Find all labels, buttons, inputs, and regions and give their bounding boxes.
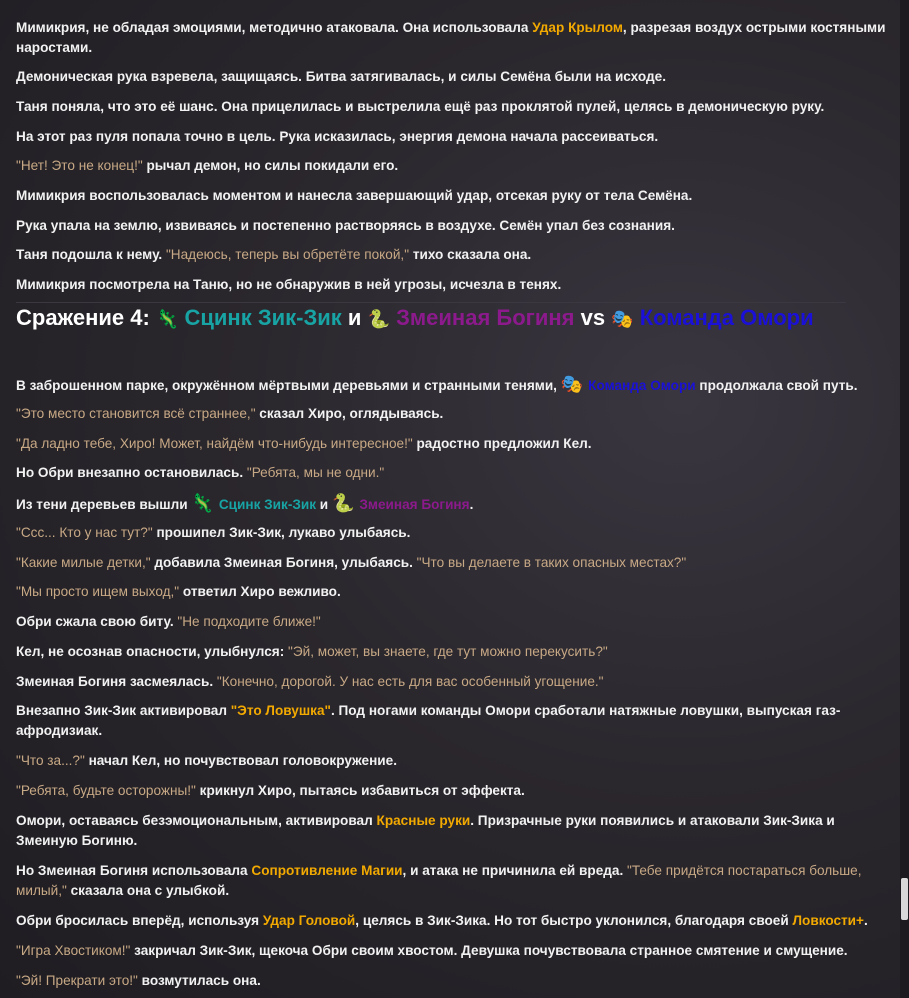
- narration-text: тихо сказала она.: [409, 247, 532, 262]
- dialogue-quote: "Надеюсь, теперь вы обретёте покой,": [165, 247, 410, 262]
- heading-and: и: [341, 305, 368, 330]
- story-paragraph: [16, 434, 891, 454]
- story-paragraph: [16, 186, 891, 206]
- narration-text: рычал демон, но силы покидали его.: [142, 158, 399, 173]
- story-paragraph: [16, 216, 891, 236]
- dialogue-quote: "Ребята, будьте осторожны!": [16, 783, 196, 798]
- skill-name: Красные руки: [376, 813, 471, 828]
- story-paragraph: [16, 18, 891, 58]
- dialogue-quote: "Игра Хвостиком!": [16, 943, 131, 958]
- dialogue-quote: "Да ладно тебе, Хиро! Может, найдём что-нибудь интересное!": [16, 436, 413, 451]
- dialogue-quote: "Не подходите ближе!": [177, 614, 321, 629]
- story-paragraph: [16, 127, 891, 147]
- story-paragraph: [16, 582, 891, 602]
- character-name: Сцинк Зик-Зик: [218, 497, 317, 512]
- dialogue-quote: "Ссс... Кто у нас тут?": [16, 525, 153, 540]
- narration-text: прошипел Зик-Зик, лукаво улыбаясь.: [152, 525, 411, 540]
- narration-text: Мимикрия воспользовалась моментом и нанесла завершающий удар, отсекая руку от тела Семёна.: [16, 188, 693, 203]
- story-paragraph: [16, 156, 891, 176]
- skill-name: Удар Головой: [262, 913, 356, 928]
- dialogue-quote: "Какие милые детки,": [16, 555, 151, 570]
- story-paragraph: [16, 751, 891, 771]
- narration-text: . Под ногами команды Омори сработали натяжные ловушки, выпуская газ-афродизиак.: [16, 703, 841, 738]
- fighter-1-name: Сцинк Зик-Зик: [184, 305, 342, 330]
- dialogue-quote: "Мы просто ищем выход,": [16, 584, 180, 599]
- team-name: Команда Омори: [639, 305, 814, 330]
- story-paragraph: [16, 463, 891, 483]
- story-paragraph: [16, 97, 891, 117]
- narration-text: Омори, оставаясь безэмоциональным, активировал: [16, 813, 377, 828]
- scrollbar[interactable]: [900, 0, 909, 998]
- character-name: Команда Омори: [588, 378, 696, 393]
- dialogue-quote: "Это место становится всё страннее,": [16, 406, 256, 421]
- skill-name: Ловкости+: [792, 913, 864, 928]
- dialogue-quote: "Что за...?": [16, 753, 85, 768]
- masks-icon: 🎭: [611, 309, 634, 329]
- heading-vs: vs: [574, 305, 612, 330]
- narration-text: Рука упала на землю, извиваясь и постепенно растворяясь в воздухе. Семён упал без сознания.: [16, 218, 675, 233]
- snake-icon: 🐍: [367, 309, 390, 329]
- lizard-icon: 🦎: [155, 309, 179, 329]
- story-paragraph: [16, 493, 891, 515]
- dialogue-quote: "Эй! Прекрати это!": [16, 973, 138, 988]
- narration-text: , и атака не причинила ей вреда.: [402, 863, 628, 878]
- narration-text: сказал Хиро, оглядываясь.: [255, 406, 444, 421]
- narration-text: .: [863, 913, 868, 928]
- narration-text: Таня подошла к нему.: [16, 247, 166, 262]
- narration-text: Кел, не осознав опасности, улыбнулся:: [16, 644, 289, 659]
- dialogue-quote: "Что вы делаете в таких опасных местах?": [416, 555, 687, 570]
- story-paragraph: [16, 861, 891, 901]
- narration-text: В заброшенном парке, окружённом мёртвыми деревьями и странными тенями,: [16, 378, 561, 393]
- narration-text: Мимикрия, не обладая эмоциями, методично атаковала. Она использовала: [16, 20, 533, 35]
- dialogue-quote: "Эй, может, вы знаете, где тут можно перекусить?": [288, 644, 608, 659]
- dialogue-quote: "Конечно, дорогой. У нас есть для вас особенный угощение.": [216, 674, 604, 689]
- skill-name: Удар Крылом: [532, 20, 623, 35]
- story-paragraph: [16, 275, 891, 295]
- story-paragraph: [16, 811, 891, 851]
- narration-text: Обри сжала свою биту.: [16, 614, 178, 629]
- narration-text: . Призрачные руки появились и атаковали Зик-Зика и Змеиную Богиню.: [16, 813, 835, 848]
- narration-text: Мимикрия посмотрела на Таню, но не обнаружив в ней угрозы, исчезла в тенях.: [16, 277, 562, 292]
- narration-text: сказала она с улыбкой.: [66, 883, 230, 898]
- story-paragraph: [16, 672, 891, 692]
- story-paragraph: [16, 911, 891, 931]
- narration-text: добавила Змеиная Богиня, улыбаясь.: [150, 555, 417, 570]
- dialogue-quote: "Ребята, мы не одни.": [246, 465, 385, 480]
- skill-name: Сопротивление Магии: [251, 863, 403, 878]
- emoji-icon: 🐍: [331, 493, 360, 513]
- story-paragraph: [16, 553, 891, 573]
- character-name: Змеиная Богиня: [359, 497, 470, 512]
- story-paragraph: [16, 941, 891, 961]
- dialogue-quote: "Тебе придётся постараться больше, милый,": [16, 863, 862, 898]
- story-paragraph: [16, 781, 891, 801]
- scrollbar-thumb[interactable]: [901, 878, 908, 920]
- section-divider: [16, 302, 846, 303]
- narration-text: Но Змеиная Богиня использовала: [16, 863, 252, 878]
- narration-text: Внезапно Зик-Зик активировал: [16, 703, 231, 718]
- narration-text: Таня поняла, что это её шанс. Она прицелилась и выстрелила ещё раз проклятой пулей, целясь в демоническую руку.: [16, 99, 825, 114]
- narration-text: ответил Хиро вежливо.: [179, 584, 341, 599]
- narration-text: .: [469, 497, 474, 512]
- story-paragraph: [16, 523, 891, 543]
- story-paragraph: [16, 701, 891, 741]
- narration-text: закричал Зик-Зик, щекоча Обри своим хвостом. Девушка почувствовала странное смятение и смущение.: [130, 943, 848, 958]
- narration-text: Но Обри внезапно остановилась.: [16, 465, 247, 480]
- narration-text: и: [316, 497, 332, 512]
- narration-text: Демоническая рука взревела, защищаясь. Битва затягивалась, и силы Семёна были на исходе.: [16, 69, 666, 84]
- story-paragraph: [16, 404, 891, 424]
- narration-text: продолжала свой путь.: [695, 378, 858, 393]
- story-paragraph: [16, 374, 891, 396]
- narration-text: , разрезая воздух острыми костяными наростами.: [16, 20, 886, 55]
- narration-text: возмутилась она.: [137, 973, 261, 988]
- narration-text: Змеиная Богиня засмеялась.: [16, 674, 217, 689]
- story-paragraph: [16, 642, 891, 662]
- narration-text: радостно предложил Кел.: [412, 436, 592, 451]
- story-paragraph: [16, 245, 891, 265]
- battle-heading: [16, 307, 876, 330]
- skill-name: "Это Ловушка": [230, 703, 331, 718]
- narration-text: Из тени деревьев вышли: [16, 497, 192, 512]
- narration-text: крикнул Хиро, пытаясь избавиться от эффекта.: [195, 783, 525, 798]
- fighter-2-name: Змеиная Богиня: [396, 305, 575, 330]
- story-paragraph: [16, 971, 891, 991]
- story-paragraph: [16, 612, 891, 632]
- narration-text: , целясь в Зик-Зика. Но тот быстро уклонился, благодаря своей: [355, 913, 793, 928]
- narration-text: Обри бросилась вперёд, используя: [16, 913, 263, 928]
- narration-text: На этот раз пуля попала точно в цель. Рука исказилась, энергия демона начала рассеиваться.: [16, 129, 659, 144]
- narration-text: начал Кел, но почувствовал головокружение.: [84, 753, 397, 768]
- story-paragraph: [16, 67, 891, 87]
- emoji-icon: 🎭: [560, 374, 589, 394]
- emoji-icon: 🦎: [191, 493, 219, 513]
- dialogue-quote: "Нет! Это не конец!": [16, 158, 143, 173]
- heading-prefix: Сражение 4:: [16, 305, 156, 330]
